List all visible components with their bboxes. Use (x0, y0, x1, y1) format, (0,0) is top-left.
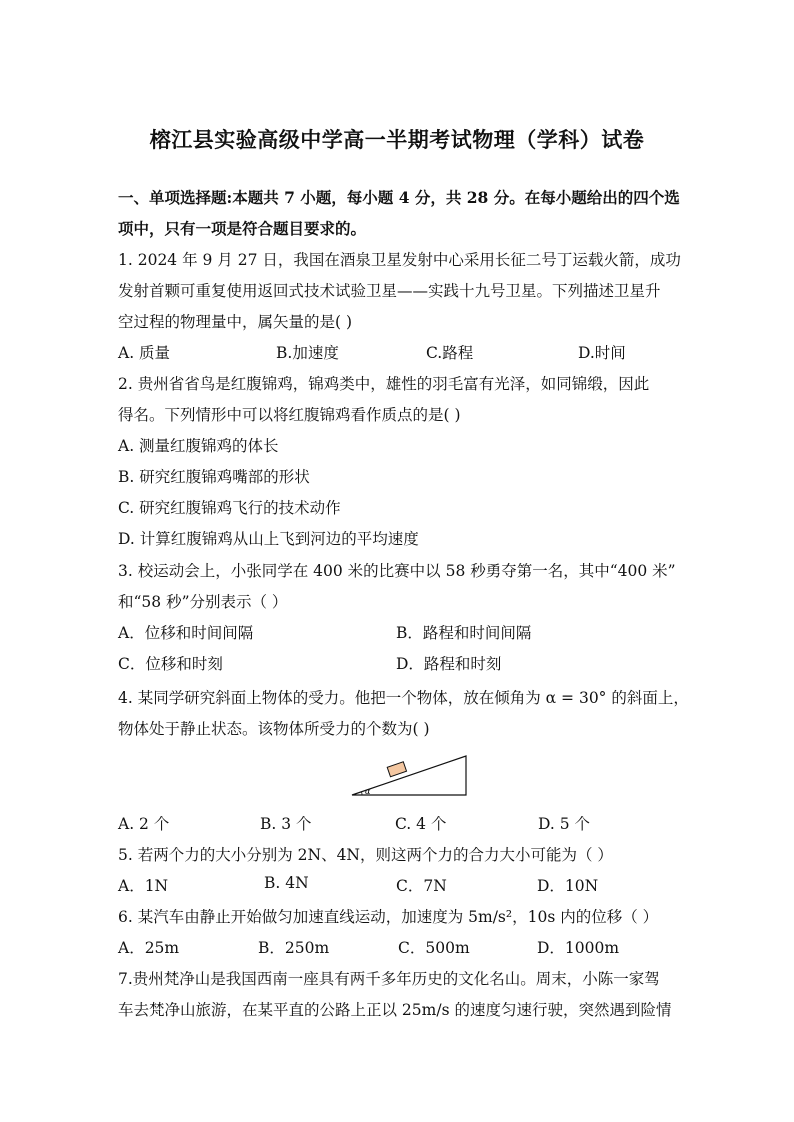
q4-option-c: C. 4 个 (395, 815, 447, 833)
q7-line-1: 7.贵州梵净山是我国西南一座具有两千多年历史的文化名山。周末，小陈一家驾 (118, 970, 660, 988)
q1-option-b: B.加速度 (276, 344, 339, 362)
q1-line-3: 空过程的物理量中，属矢量的是( ) (118, 313, 353, 331)
q2-option-d: D. 计算红腹锦鸡从山上飞到河边的平均速度 (118, 530, 419, 548)
q1-option-c: C.路程 (426, 344, 474, 362)
q6-option-d: D．1000m (537, 939, 620, 957)
q5-line-1: 5. 若两个力的大小分别为 2N、4N，则这两个力的合力大小可能为（ ） (118, 846, 613, 864)
q6-option-a: A．25m (118, 939, 180, 957)
q7-line-2: 车去梵净山旅游，在某平直的公路上正以 25m/s 的速度匀速行驶，突然遇到险情 (118, 1001, 672, 1019)
q2-option-b: B. 研究红腹锦鸡嘴部的形状 (118, 468, 310, 486)
q3-line-2: 和“58 秒”分别表示（ ） (118, 593, 288, 611)
page-title: 榕江县实验高级中学高一半期考试物理（学科）试卷 (149, 127, 645, 152)
q3-option-c: C．位移和时刻 (118, 655, 223, 673)
q6-line-1: 6. 某汽车由静止开始做匀加速直线运动，加速度为 5m/s²，10s 内的位移（ ） (118, 908, 659, 926)
q2-option-c: C. 研究红腹锦鸡飞行的技术动作 (118, 499, 341, 517)
q1-line-1: 1. 2024 年 9 月 27 日，我国在酒泉卫星发射中心采用长征二号丁运载火箭，成功 (118, 251, 681, 269)
q1-option-a: A. 质量 (118, 344, 171, 362)
q5-option-d: D．10N (537, 877, 599, 895)
q5-option-c: C．7N (396, 877, 447, 895)
q3-option-b: B．路程和时间间隔 (396, 624, 532, 642)
incline-diagram (348, 752, 472, 800)
q1-line-2: 发射首颗可重复使用返回式技术试验卫星——实践十九号卫星。下列描述卫星升 (118, 282, 661, 300)
section-header-line-2: 项中，只有一项是符合题目要求的。 (118, 219, 367, 238)
q1-option-d: D.时间 (578, 344, 626, 362)
q3-line-1: 3. 校运动会上，小张同学在 400 米的比赛中以 58 秒勇夺第一名，其中“400 米” (118, 562, 676, 580)
q3-option-a: A．位移和时间间隔 (118, 624, 254, 642)
q4-line-2: 物体处于静止状态。该物体所受力的个数为( ) (118, 720, 430, 738)
q5-option-a: A．1N (118, 877, 169, 895)
q6-option-b: B．250m (258, 939, 330, 957)
angle-label: α (365, 787, 371, 796)
q3-option-d: D．路程和时刻 (396, 655, 502, 673)
block-on-incline (387, 762, 406, 777)
q4-option-a: A. 2 个 (118, 815, 170, 833)
q4-option-d: D. 5 个 (538, 815, 591, 833)
q4-option-b: B. 3 个 (260, 815, 312, 833)
q5-option-b: B. 4N (264, 874, 309, 892)
q2-line-1: 2. 贵州省省鸟是红腹锦鸡，锦鸡类中，雄性的羽毛富有光泽，如同锦缎，因此 (118, 375, 650, 393)
q6-option-c: C．500m (398, 939, 470, 957)
q2-option-a: A. 测量红腹锦鸡的体长 (118, 437, 279, 455)
q2-line-2: 得名。下列情形中可以将红腹锦鸡看作质点的是( ) (118, 406, 461, 424)
q4-line-1: 4. 某同学研究斜面上物体的受力。他把一个物体，放在倾角为 α = 30° 的斜面上， (118, 689, 689, 707)
incline-figure (348, 752, 472, 804)
section-header-line-1: 一、单项选择题:本题共 7 小题，每小题 4 分，共 28 分。在每小题给出的四个选 (118, 188, 680, 207)
block-rect (387, 762, 406, 777)
